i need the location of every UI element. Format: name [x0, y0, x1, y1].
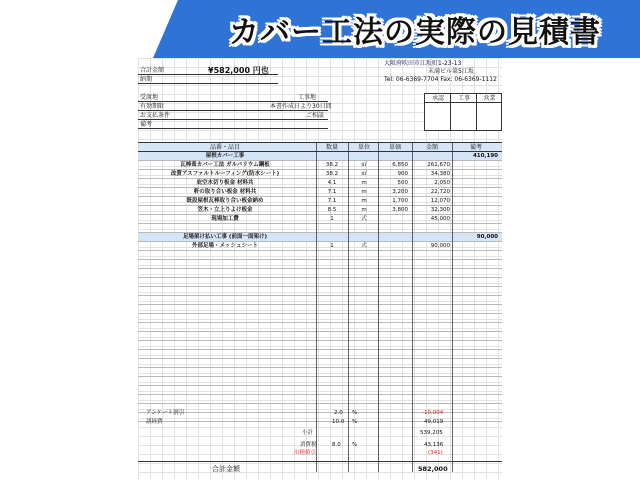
- section-row: [138, 152, 502, 161]
- grand-total-amount: 582,000: [418, 465, 448, 473]
- table-row: [138, 395, 502, 404]
- table-row: [138, 170, 502, 179]
- item-note: 90,000: [476, 234, 498, 240]
- misc-expenses-qty: 10.0: [332, 419, 345, 425]
- approval-col-sales: 営業: [477, 94, 502, 103]
- estimate-table: [138, 142, 502, 472]
- company-phone: Tel: 06-6369-7704 Fax: 06-6369-1112: [384, 76, 497, 83]
- table-row: [138, 269, 502, 278]
- total-amount-label: 合計金額: [140, 67, 165, 74]
- item-amount: 261,670: [427, 162, 450, 168]
- header-amount: 金額: [425, 144, 438, 151]
- item-unit: ㎡: [361, 162, 367, 168]
- item-price: 6,850: [392, 162, 408, 168]
- item-name: 足場架け払い工事 (前面一面架け): [183, 234, 267, 240]
- item-amount: 22,720: [430, 189, 450, 195]
- table-row: [138, 296, 502, 305]
- table-row: [138, 287, 502, 296]
- header-item: 品番・品目: [209, 144, 240, 151]
- column-divider: [348, 142, 349, 472]
- item-qty: 1: [330, 243, 334, 249]
- table-row: [138, 404, 502, 413]
- survey-discount-unit: %: [352, 410, 358, 416]
- section-row: [138, 233, 502, 242]
- page-title: カバー工法の実際の見積書: [229, 15, 601, 50]
- table-row: [138, 323, 502, 332]
- header-unit: 単位: [357, 144, 370, 151]
- header-qty: 数量: [325, 144, 338, 151]
- delivery-value: 工事地: [298, 94, 317, 101]
- remarks-label: 備考: [140, 121, 153, 128]
- item-amount: 2,050: [434, 180, 450, 186]
- misc-expenses-unit: %: [352, 419, 358, 425]
- item-unit: m: [361, 180, 367, 186]
- grand-total-rule: [138, 461, 502, 462]
- item-price: 3,800: [392, 207, 408, 213]
- subtotal-label: 小計: [302, 430, 314, 436]
- total-amount-value: ¥582,000 円也: [208, 66, 269, 75]
- item-price: 900: [397, 171, 408, 177]
- item-unit: m: [361, 189, 367, 195]
- item-name: 既設屋根瓦棒取り合い板金納め: [186, 198, 264, 204]
- tax-amount: 43,136: [424, 442, 444, 448]
- item-name: 外部足場・メッシュシート: [192, 243, 258, 249]
- remarks-line: [138, 121, 328, 129]
- item-name: 瓦棒葺カバー工法 ガルバリウム鋼板: [180, 162, 270, 168]
- header-note: 備考: [469, 144, 482, 151]
- item-qty: 8.5: [327, 207, 337, 213]
- item-price: 3,200: [392, 189, 408, 195]
- item-amount: 90,000: [430, 243, 450, 249]
- item-qty: 7.1: [327, 198, 337, 204]
- table-row: [138, 410, 502, 422]
- item-amount: 34,380: [430, 171, 450, 177]
- item-qty: 7.1: [327, 189, 337, 195]
- grand-total-label: 合計金額: [212, 465, 240, 473]
- payment-label: お支払条件: [140, 112, 171, 119]
- item-qty: 4.1: [327, 180, 337, 186]
- table-row: [138, 368, 502, 377]
- estimate-sheet: [138, 58, 502, 480]
- item-name: 改質アスファルトルーフィング(防水シート): [170, 171, 280, 177]
- item-qty: 1: [330, 216, 334, 222]
- table-row: [138, 161, 502, 170]
- table-row: [138, 359, 502, 368]
- table-row: [138, 332, 502, 341]
- column-divider: [378, 142, 379, 472]
- approval-col-construction: 工事: [451, 94, 477, 103]
- item-amount: 12,070: [430, 198, 450, 204]
- item-amount: 45,000: [430, 216, 450, 222]
- subtotal-amount: 539,205: [420, 430, 443, 436]
- table-header: [138, 142, 502, 152]
- item-name: 軒の取り合い板金 材料共: [193, 189, 257, 195]
- item-name: 笠木・立上りよけ板金: [197, 207, 253, 213]
- table-row: [138, 224, 502, 233]
- delivery-label: 受渡地: [140, 94, 159, 101]
- item-amount: 32,300: [430, 207, 450, 213]
- item-note: 410,190: [472, 153, 498, 159]
- table-row: [138, 188, 502, 197]
- approval-divider: [476, 94, 477, 130]
- column-divider: [452, 142, 453, 472]
- table-row: [138, 260, 502, 269]
- item-name: 現場加工費: [211, 216, 239, 222]
- column-divider: [412, 142, 413, 472]
- item-qty: 38.2: [325, 171, 339, 177]
- item-price: 1,700: [392, 198, 408, 204]
- column-divider: [316, 142, 317, 472]
- table-row: [138, 206, 502, 215]
- due-label: 納期: [140, 76, 153, 83]
- approval-stamp-box: [424, 93, 502, 131]
- item-unit: ㎡: [361, 171, 367, 177]
- company-building: 未満ビル第5江坂: [428, 68, 474, 75]
- table-row: [138, 314, 502, 323]
- survey-discount-amount: -10,004: [422, 410, 444, 416]
- table-row: [138, 350, 502, 359]
- item-price: 500: [397, 180, 408, 186]
- survey-discount-qty: 2.0: [334, 410, 343, 416]
- item-unit: m: [361, 198, 367, 204]
- survey-discount-label: アンケート割引: [146, 410, 185, 416]
- table-row: [138, 278, 502, 287]
- item-unit: m: [361, 207, 367, 213]
- misc-expenses-label: 諸経費: [146, 419, 163, 425]
- item-unit: 式: [361, 216, 367, 222]
- rounding-discount-label: 出精値引: [294, 450, 317, 456]
- table-row: [138, 386, 502, 395]
- table-row: [138, 305, 502, 314]
- table-row: [138, 341, 502, 350]
- approval-divider: [450, 94, 451, 130]
- payment-value: ご相談: [306, 112, 325, 119]
- item-name: 屋根カバー工事: [205, 153, 245, 159]
- company-address: 大阪府吹田市江坂町1-23-13: [384, 60, 462, 67]
- item-name: 庇空水切り板金 材料共: [196, 180, 254, 186]
- table-row: [138, 377, 502, 386]
- tax-label: 消費税: [300, 442, 317, 448]
- table-row: [138, 215, 502, 224]
- item-qty: 38.2: [325, 162, 339, 168]
- table-row: [138, 179, 502, 188]
- table-row: [138, 197, 502, 206]
- due-line: [138, 76, 278, 84]
- item-unit: 式: [361, 243, 367, 249]
- rounding-discount-amount: (341): [428, 450, 443, 456]
- tax-unit: %: [352, 442, 358, 448]
- tax-qty: 8.0: [332, 442, 341, 448]
- table-row: [138, 251, 502, 260]
- validity-value: 本書作成日より30日間: [270, 103, 332, 110]
- header-price: 単価: [388, 144, 401, 151]
- misc-expenses-amount: 49,019: [424, 419, 444, 425]
- validity-label: 有効期限: [140, 103, 165, 110]
- approval-col-approve: 承認: [425, 94, 451, 103]
- table-row: [138, 242, 502, 251]
